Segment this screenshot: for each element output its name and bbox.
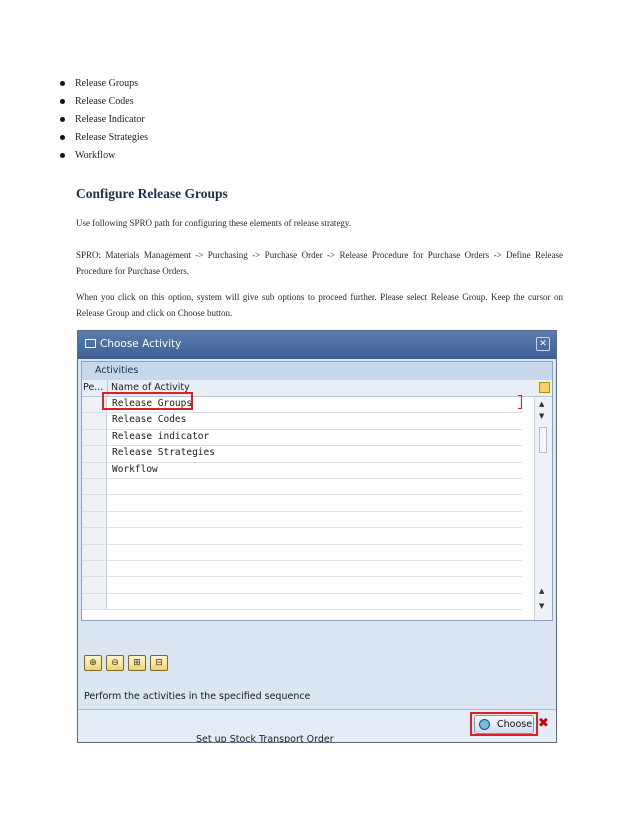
table-row[interactable] [82, 430, 522, 446]
table-row[interactable] [82, 479, 522, 495]
bullet-item [60, 77, 148, 95]
scroll-thumb[interactable] [539, 427, 547, 453]
activity-name[interactable]: Release Groups [112, 398, 193, 409]
background-window-text: Set up Stock Transport Order [196, 734, 334, 743]
row-selector[interactable] [82, 577, 107, 592]
highlight-bracket [518, 395, 522, 409]
scroll-up-icon[interactable]: ▲ [539, 400, 545, 408]
row-selector[interactable] [82, 446, 107, 461]
bullet-dot [60, 135, 65, 140]
expand-subtree-icon[interactable]: ⊕ [84, 655, 102, 671]
row-selector[interactable] [82, 545, 107, 560]
select-block-icon[interactable]: ⊞ [128, 655, 146, 671]
bullet-text: Release Strategies [75, 132, 149, 143]
activity-name[interactable]: Workflow [112, 463, 158, 475]
tab-label: Activities [95, 365, 139, 376]
row-selector[interactable] [82, 528, 107, 543]
row-selector[interactable] [82, 495, 107, 510]
table-row[interactable] [82, 577, 522, 593]
row-selector[interactable] [82, 561, 107, 576]
vertical-scrollbar[interactable] [534, 397, 552, 620]
row-selector[interactable] [82, 430, 107, 445]
tab-activities[interactable] [82, 362, 552, 381]
row-selector[interactable] [82, 512, 107, 527]
column-perf[interactable]: Pe... [83, 382, 104, 393]
close-icon[interactable]: ✕ [536, 337, 550, 351]
bullet-item [60, 131, 148, 149]
bullet-text: Workflow [75, 150, 116, 161]
deselect-all-icon[interactable]: ⊟ [150, 655, 168, 671]
bullet-dot [60, 117, 65, 122]
row-selector[interactable] [82, 413, 107, 428]
bullet-text: Release Groups [75, 78, 139, 89]
bullet-dot [60, 153, 65, 158]
scroll-down-icon[interactable]: ▼ [539, 602, 545, 610]
bullet-item [60, 95, 148, 113]
collapse-subtree-icon[interactable]: ⊖ [106, 655, 124, 671]
bullet-list [60, 77, 148, 167]
bullet-text: Release Codes [75, 96, 134, 107]
bullet-item [60, 113, 148, 131]
activity-rows [82, 397, 522, 610]
table-row[interactable] [82, 413, 522, 429]
dialog-titlebar[interactable] [78, 331, 556, 359]
bullet-dot [60, 81, 65, 86]
activity-name[interactable]: Release Strategies [112, 447, 215, 459]
cancel-icon[interactable]: ✖ [538, 716, 549, 731]
highlight-release-groups [102, 392, 193, 410]
scroll-up-icon[interactable]: ▲ [539, 587, 545, 595]
bullet-text: Release Indicator [75, 114, 145, 125]
table-row[interactable] [82, 446, 522, 462]
table-row[interactable] [82, 545, 522, 561]
dialog-title: Choose Activity [100, 338, 182, 350]
table-row[interactable] [82, 512, 522, 528]
paragraph-intro: Use following SPRO path for configuring these elements of release strategy. [76, 218, 352, 228]
column-name[interactable]: Name of Activity [111, 382, 190, 393]
bullet-item [60, 149, 148, 167]
layout-icon[interactable] [539, 382, 550, 393]
row-selector[interactable] [82, 479, 107, 494]
row-selector[interactable] [82, 463, 107, 478]
table-row[interactable] [82, 561, 522, 577]
row-selector[interactable] [82, 594, 107, 609]
table-row[interactable] [82, 528, 522, 544]
choose-label: Choose [497, 719, 533, 730]
highlight-choose-button [470, 712, 538, 736]
table-row[interactable] [82, 495, 522, 511]
paragraph-spro-path: SPRO: Materials Management -> Purchasing -> Purchase Order -> Release Procedure for Purchase Orders -> Define Release Procedure for Purchase Orders. [76, 250, 563, 276]
paragraph-instructions: When you click on this option, system will give sub options to proceed further. Please select Release Group. Keep the cursor on Release Group and click on Choose button. [76, 292, 563, 318]
activity-name[interactable]: Release Codes [112, 414, 187, 426]
table-row[interactable] [82, 594, 522, 610]
section-heading: Configure Release Groups [76, 186, 228, 201]
bullet-dot [60, 99, 65, 104]
scroll-down-icon[interactable]: ▼ [539, 412, 545, 420]
activity-name[interactable]: Release indicator [112, 430, 210, 442]
window-icon [85, 339, 96, 348]
table-row[interactable] [82, 463, 522, 479]
status-text: Perform the activities in the specified sequence [84, 691, 311, 702]
